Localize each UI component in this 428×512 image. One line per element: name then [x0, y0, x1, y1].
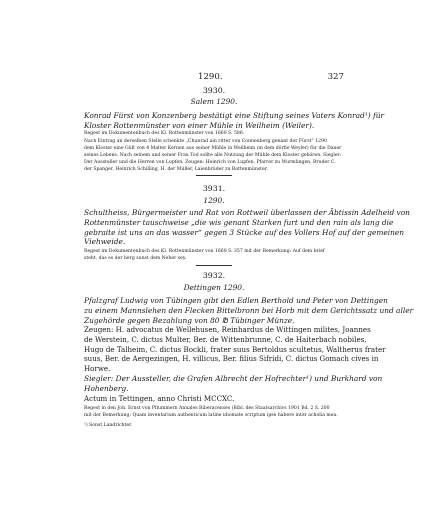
entry-number: 3932.: [202, 271, 226, 280]
note-line: Regest im Dokumentenbuch des Kl. Rottenmünster von 1660 S. 357 mit der Bemerkung: Auf dem brief: [84, 249, 325, 254]
regest-line: Viehweide.: [84, 237, 126, 247]
regest-line: Konrad Fürst von Konzenberg bestätigt eine Stiftung seines Vaters Konrad¹) für: [84, 111, 384, 120]
entry-actum: [84, 394, 368, 404]
entry-witnesses: [84, 325, 386, 374]
note-line: seines Lebens. Nach seinem und seiner Frau Tod sollte alle Nutzung der Mühle dem Kloster gehören. Siegler:: [84, 153, 342, 158]
note-line: dem Kloster eine Gült von 4 Malter Kernen aus seiner Mühle in Weilheim (in dem dörfle Weyler) für die Dauer: [84, 146, 342, 151]
entry-place-date: Dettingen 1290.: [183, 283, 245, 292]
body-line: suus, Ber. de Aergezingen, H. villicus, Ber. filius Sifridi, C. dictus Gomach cives in: [84, 354, 379, 364]
section-divider: [196, 175, 232, 176]
entry-regest: [84, 111, 384, 131]
regest-line: zu einem Mannslehen den Flecken Bittelbronn bei Horb mit dem Gerichtssatz und aller: [84, 305, 414, 315]
siegler-line: Hohenberg.: [84, 383, 129, 393]
entry-place-date: 1290.: [203, 196, 225, 205]
entry-regest: [84, 296, 414, 325]
actum-line: Actum in Tettingen, anno Christi MCCXC.: [84, 394, 235, 403]
body-line: Horwe.: [84, 364, 111, 374]
body-line: de Werstein, C. dictus Multer, Ber. de Wittenbrunne, C. de Haiterbach nobiles,: [84, 334, 367, 344]
section-divider: [196, 265, 232, 266]
note-line: Nach Eintrag an derselben Stelle schenkte „Chunrad ain ritter von Connenberg genant der Fürst“ 1290: [84, 139, 327, 144]
entry-notes: [84, 405, 368, 429]
note-line: Der Aussteller und die Herren von Lupfen. Zeugen: Heinrich von Lupfen, Pfarrer zu Wurmlingen, Bruder C.: [84, 160, 336, 165]
entry-number: 3930.: [202, 86, 226, 95]
entry-sealers: [84, 374, 383, 394]
regest-line: Pfalzgraf Ludwig von Tübingen gibt den Edlen Berthold und Peter von Dettingen: [84, 296, 388, 305]
regest-line: Zugehörde gegen Bezahlung von 80 ℔ Tübinger Münze.: [84, 315, 295, 325]
running-header-year: 1290.: [198, 72, 223, 82]
entry-notes: [84, 130, 368, 173]
regest-line: Kloster Rottenmünster von einer Mühle in Weilheim (Weiler).: [84, 120, 315, 130]
entry-place-date: Salem 1290.: [190, 97, 238, 106]
body-line: Zeugen: H. advocatus de Wellehusen, Reinhardus de Wittingen milites, Joannes: [84, 325, 371, 334]
regest-line: Rottenmünster tauschweise „die wis genant Starken furt und den rain als lang die: [84, 217, 394, 227]
siegler-line: Siegler: Der Aussteller, die Grafen Albrecht der Hofrechter¹) und Burkhard von: [84, 374, 383, 383]
body-line: Hugo de Talheim, C. dictus Bockli, frater suus Bertoldus scultetus, Waltherus frater: [84, 344, 386, 354]
entry-regest: [84, 208, 410, 247]
note-line: der Spanger, Heinrich Schilling, H. der Müller, Laienbrüder zu Rottenmünster.: [84, 167, 268, 172]
footnote: ¹) Sonst Landrichter.: [84, 423, 133, 428]
note-line: Regest in den Joh. Ernst von Pflummern Annales Biberacenses (Bibl. des Staatsarchivs 1901 Bd. 2 S. 200: [84, 406, 330, 411]
regest-line: gebraite ist uns an das wasser“ gegen 3 Stücke auf des Vollers Hof auf der gemeinen: [84, 227, 404, 237]
entry-notes: [84, 248, 368, 262]
regest-line: Schultheiss, Bürgermeister und Rat von Rottweil überlassen der Äbtissin Adelheid von: [84, 208, 410, 217]
page-number: 327: [327, 72, 344, 82]
note-line: mit der Bemerkung: Quam inventarium authenticum latine idiomate scriptum ipse habere inter acholia mea.: [84, 413, 338, 418]
note-line: Regest im Dokumentenbuch des Kl. Rottenmünster von 1660 S. 586.: [84, 131, 245, 136]
note-line: steht, das es der berg sunst dem Neher sey.: [84, 256, 187, 261]
entry-number: 3931.: [202, 184, 226, 193]
